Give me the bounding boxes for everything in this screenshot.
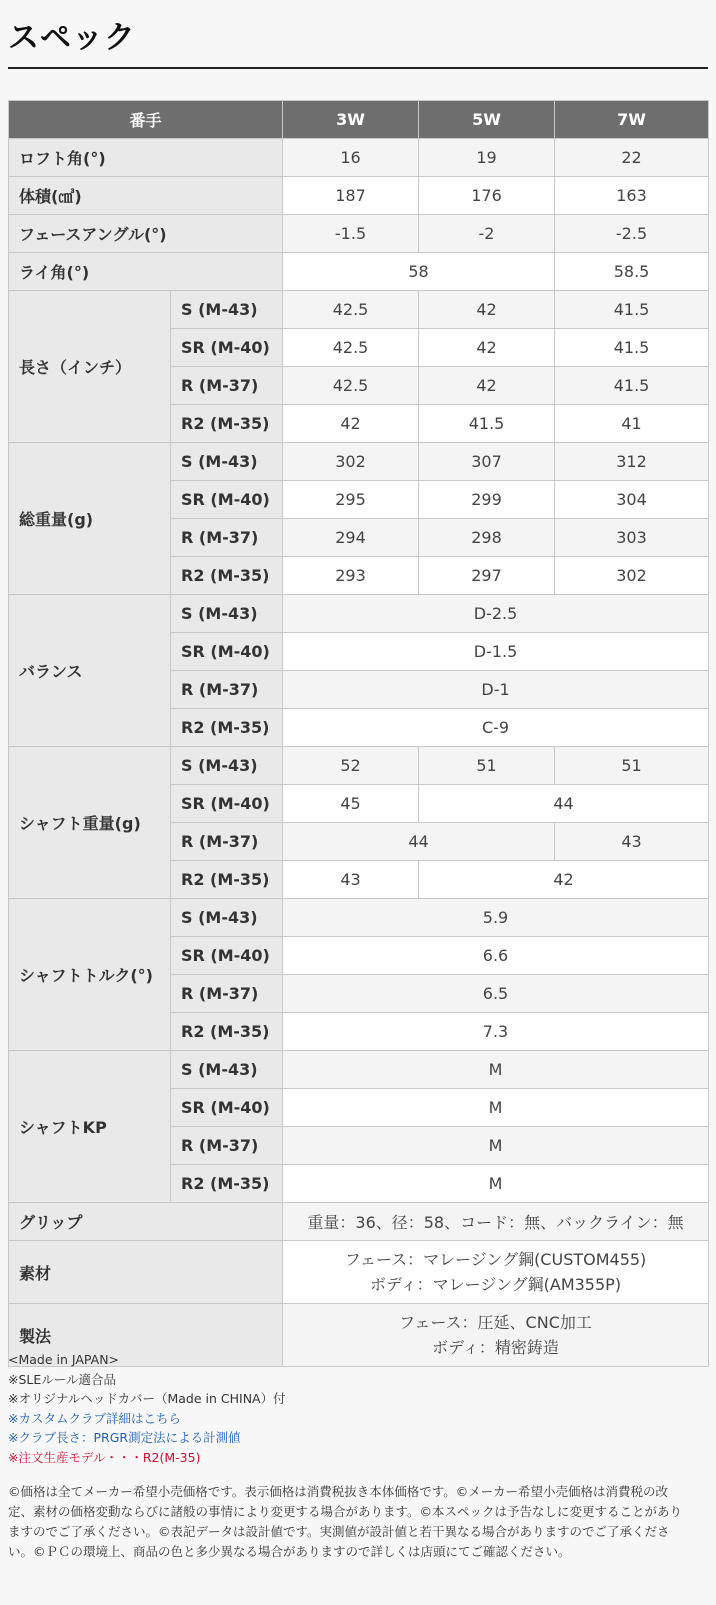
cell-value: 重量：36、径：58、コード：無、バックライン：無	[283, 1203, 709, 1241]
table-row	[9, 899, 709, 937]
footer-line: ますのでご了承ください。©表記データは設計値です。実測値が設計値と若干異なる場合がありますのでご了承くださ	[8, 1524, 670, 1539]
club-length-link[interactable]: ※クラブ長さ：PRGR測定法による計測値	[8, 1430, 241, 1445]
flex-label: SR (M-40)	[171, 937, 283, 975]
row-label-lie-angle: ライ角(°)	[9, 253, 283, 291]
footer-line: ©価格は全てメーカー希望小売価格です。表示価格は消費税抜き本体価格です。©メーカー希望小売価格は消費税の改	[8, 1484, 669, 1499]
table-row	[9, 253, 709, 291]
cell-value: 297	[419, 557, 555, 595]
cell-value: D-1	[283, 671, 709, 709]
cell-value: C-9	[283, 709, 709, 747]
cell-value: 6.6	[283, 937, 709, 975]
flex-label: SR (M-40)	[171, 1089, 283, 1127]
cell-value: 41.5	[555, 367, 709, 405]
cell-value: 295	[283, 481, 419, 519]
cell-value: 43	[283, 861, 419, 899]
flex-label: SR (M-40)	[171, 633, 283, 671]
cell-value: 58.5	[555, 253, 709, 291]
row-label-shaft-kp: シャフトKP	[9, 1051, 171, 1203]
cell-value: 302	[555, 557, 709, 595]
cell-value: 293	[283, 557, 419, 595]
table-row	[9, 747, 709, 785]
note-sle: ※SLEルール適合品	[8, 1371, 117, 1387]
note-order-model: ※注文生産モデル・・・R2(M-35)	[8, 1449, 201, 1465]
cell-value: 42	[419, 329, 555, 367]
cell-value: -2	[419, 215, 555, 253]
cell-value: M	[283, 1089, 709, 1127]
cell-value-material	[283, 1241, 709, 1304]
cell-value: 302	[283, 443, 419, 481]
cell-value: 307	[419, 443, 555, 481]
cell-value: 42	[419, 291, 555, 329]
table-row	[9, 443, 709, 481]
cell-value: 42.5	[283, 367, 419, 405]
note-made-in: <Made in JAPAN>	[8, 1352, 120, 1367]
header-club-number: 番手	[9, 101, 283, 139]
cell-value: M	[283, 1165, 709, 1203]
cell-value: 42	[419, 861, 709, 899]
flex-label: R2 (M-35)	[171, 557, 283, 595]
row-label-total-weight: 総重量(g)	[9, 443, 171, 595]
cell-value: 6.5	[283, 975, 709, 1013]
cell-value: 52	[283, 747, 419, 785]
footer-line: 定、素材の価格変動ならびに諸般の事情により変更する場合があります。©本スペックは予告なしに変更することがあり	[8, 1504, 683, 1519]
cell-value: 44	[283, 823, 555, 861]
cell-value: 41	[555, 405, 709, 443]
method-line: ボディ：精密鋳造	[432, 1338, 559, 1357]
cell-value: 51	[555, 747, 709, 785]
spec-table	[8, 100, 709, 1367]
cell-value: 163	[555, 177, 709, 215]
cell-value: 51	[419, 747, 555, 785]
cell-value: M	[283, 1051, 709, 1089]
cell-value: 45	[283, 785, 419, 823]
cell-value: 58	[283, 253, 555, 291]
flex-label: R (M-37)	[171, 1127, 283, 1165]
flex-label: SR (M-40)	[171, 329, 283, 367]
row-label-length: 長さ（インチ）	[9, 291, 171, 443]
cell-value: 42.5	[283, 291, 419, 329]
cell-value: -2.5	[555, 215, 709, 253]
material-line: ボディ：マレージング鋼(AM355P)	[369, 1275, 622, 1294]
flex-label: S (M-43)	[171, 899, 283, 937]
flex-label: R (M-37)	[171, 671, 283, 709]
flex-label: R2 (M-35)	[171, 709, 283, 747]
row-label-material: 素材	[9, 1241, 283, 1304]
cell-value: 43	[555, 823, 709, 861]
cell-value: 304	[555, 481, 709, 519]
cell-value: 312	[555, 443, 709, 481]
table-row	[9, 215, 709, 253]
table-row	[9, 1051, 709, 1089]
cell-value: 5.9	[283, 899, 709, 937]
row-label-balance: バランス	[9, 595, 171, 747]
row-label-manufacturing: 製法	[9, 1304, 283, 1367]
flex-label: R (M-37)	[171, 519, 283, 557]
method-line: フェース：圧延、CNC加工	[399, 1313, 592, 1332]
footer-line: い。©ＰＣの環境上、商品の色と多少異なる場合がありますので詳しくは店頭にてご確認ください。	[8, 1544, 571, 1559]
page-title: スペック	[8, 20, 136, 56]
notes	[8, 1350, 708, 1467]
header-3w: 3W	[283, 101, 419, 139]
cell-value: 7.3	[283, 1013, 709, 1051]
cell-value: 299	[419, 481, 555, 519]
flex-label: SR (M-40)	[171, 481, 283, 519]
flex-label: R (M-37)	[171, 823, 283, 861]
cell-value: 303	[555, 519, 709, 557]
cell-value: 19	[419, 139, 555, 177]
cell-value: D-1.5	[283, 633, 709, 671]
note-headcover: ※オリジナルヘッドカバー（Made in CHINA）付	[8, 1391, 286, 1406]
table-header-row	[9, 101, 709, 139]
custom-club-link[interactable]: ※カスタムクラブ詳細はこちら	[8, 1410, 181, 1426]
flex-label: S (M-43)	[171, 443, 283, 481]
cell-value: 187	[283, 177, 419, 215]
flex-label: SR (M-40)	[171, 785, 283, 823]
cell-value: 298	[419, 519, 555, 557]
row-label-loft: ロフト角(°)	[9, 139, 283, 177]
row-label-volume: 体積(㎤)	[9, 177, 283, 215]
cell-value: 294	[283, 519, 419, 557]
flex-label: S (M-43)	[171, 1051, 283, 1089]
flex-label: S (M-43)	[171, 291, 283, 329]
table-row	[9, 595, 709, 633]
header-5w: 5W	[419, 101, 555, 139]
footer-disclaimer	[8, 1482, 708, 1562]
cell-value: 42	[283, 405, 419, 443]
table-row	[9, 1203, 709, 1241]
table-row	[9, 1241, 709, 1304]
cell-value: 22	[555, 139, 709, 177]
cell-value: 41.5	[555, 329, 709, 367]
flex-label: R (M-37)	[171, 975, 283, 1013]
title-divider	[8, 67, 708, 69]
row-label-grip: グリップ	[9, 1203, 283, 1241]
flex-label: S (M-43)	[171, 747, 283, 785]
cell-value: D-2.5	[283, 595, 709, 633]
cell-value: -1.5	[283, 215, 419, 253]
header-7w: 7W	[555, 101, 709, 139]
flex-label: R (M-37)	[171, 367, 283, 405]
row-label-shaft-torque: シャフトトルク(°)	[9, 899, 171, 1051]
table-row	[9, 139, 709, 177]
cell-value: 176	[419, 177, 555, 215]
cell-value: 44	[419, 785, 709, 823]
cell-value: M	[283, 1127, 709, 1165]
cell-value: 41.5	[419, 405, 555, 443]
cell-value: 42.5	[283, 329, 419, 367]
material-line: フェース：マレージング鋼(CUSTOM455)	[344, 1250, 647, 1269]
flex-label: R2 (M-35)	[171, 861, 283, 899]
cell-value: 42	[419, 367, 555, 405]
cell-value: 41.5	[555, 291, 709, 329]
table-row	[9, 177, 709, 215]
flex-label: R2 (M-35)	[171, 405, 283, 443]
flex-label: R2 (M-35)	[171, 1165, 283, 1203]
row-label-shaft-weight: シャフト重量(g)	[9, 747, 171, 899]
flex-label: R2 (M-35)	[171, 1013, 283, 1051]
table-row	[9, 291, 709, 329]
cell-value: 16	[283, 139, 419, 177]
row-label-face-angle: フェースアングル(°)	[9, 215, 283, 253]
flex-label: S (M-43)	[171, 595, 283, 633]
